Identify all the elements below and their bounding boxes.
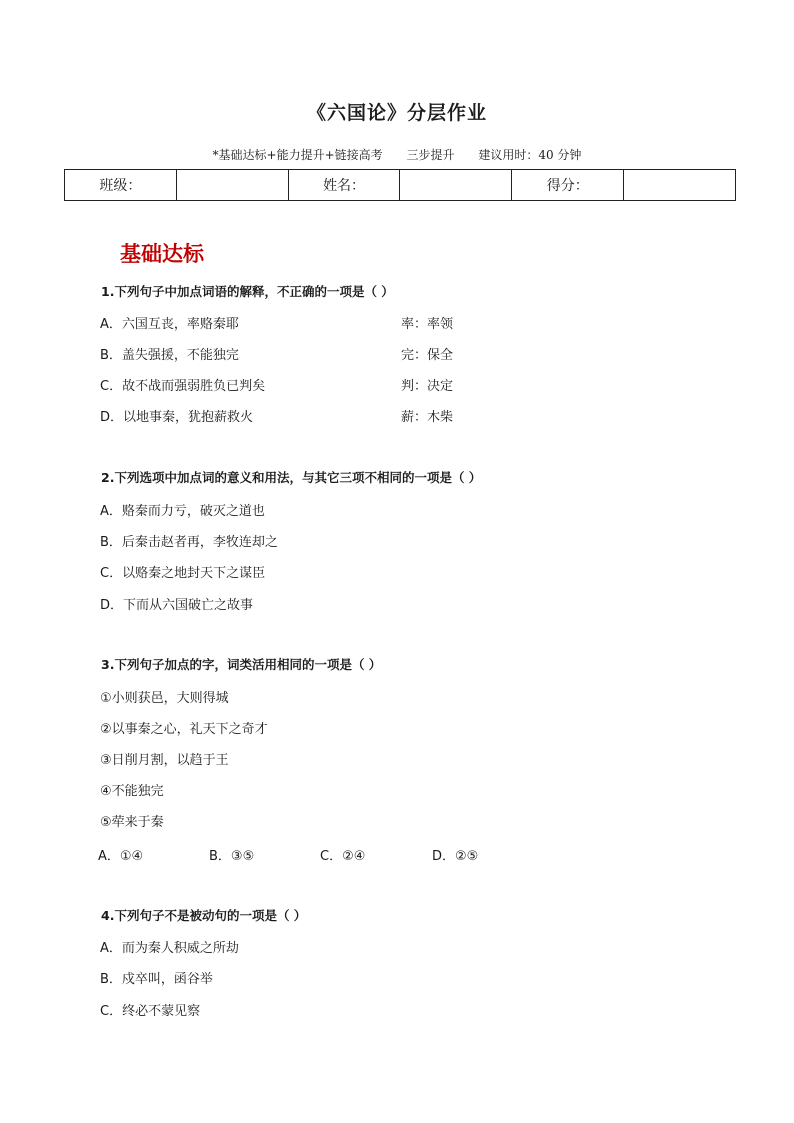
q3-item-2: ②以事秦之心，礼天下之奇才 [100,722,268,737]
q1-gloss-d: 薪：木柴 [401,410,454,425]
student-info-table [64,169,736,201]
subtitle-levels: *基础达标+能力提升+链接高考 [212,148,383,162]
subtitle-time: 建议用时：40 分钟 [478,148,582,162]
q1-option-c: C．故不战而强弱胜负已判矣 [100,379,266,394]
q3-item-1: ①小则获邑，大则得城 [100,691,229,706]
q1-option-d: D．以地事秦，犹抱薪救火 [100,410,254,425]
q3-choice-a: A．①④ [98,849,144,864]
q4-option-c: C．终必不蒙见察 [100,1004,201,1019]
q1-gloss-c: 判：决定 [401,379,454,394]
class-field[interactable] [176,170,288,201]
q3-choice-b: B．③⑤ [209,849,255,864]
question-3-stem: 3.下列句子加点的字，词类活用相同的一项是（ ） [101,657,382,672]
name-label: 姓名： [288,170,400,201]
question-4-stem: 4.下列句子不是被动句的一项是（ ） [101,908,307,923]
question-1-stem: 1.下列句子中加点词语的解释，不正确的一项是（ ） [101,284,394,299]
q1-gloss-b: 完：保全 [401,348,454,363]
q3-item-4: ④不能独完 [100,784,164,799]
q3-choice-c: C．②④ [320,849,366,864]
q3-item-5: ⑤荦来于秦 [100,815,164,830]
q4-option-a: A．而为秦人积威之所劫 [100,941,239,956]
q2-option-c: C．以赂秦之地封天下之谋臣 [100,566,266,581]
q2-option-b: B．后秦击赵者再，李牧连却之 [100,535,278,550]
score-field[interactable] [624,170,736,201]
q2-option-a: A．赂秦而力亏，破灭之道也 [100,504,265,519]
score-label: 得分： [512,170,624,201]
name-field[interactable] [400,170,512,201]
class-label: 班级： [65,170,177,201]
q1-option-b: B．盖失强援，不能独完 [100,348,239,363]
q4-option-b: B．戍卒叫，函谷举 [100,972,213,987]
subtitle [0,146,794,163]
question-2-stem: 2.下列选项中加点词的意义和用法，与其它三项不相同的一项是（ ） [101,470,482,485]
q2-option-d: D．下而从六国破亡之故事 [100,598,254,613]
q3-choice-d: D．②⑤ [432,849,479,864]
q1-option-a: A．六国互丧，率赂秦耶 [100,317,239,332]
page-title: 《六国论》分层作业 [306,102,487,124]
subtitle-steps: 三步提升 [406,148,455,162]
q1-gloss-a: 率：率领 [401,317,454,332]
section-title: 基础达标 [120,241,204,266]
q3-item-3: ③日削月割，以趋于王 [100,753,229,768]
